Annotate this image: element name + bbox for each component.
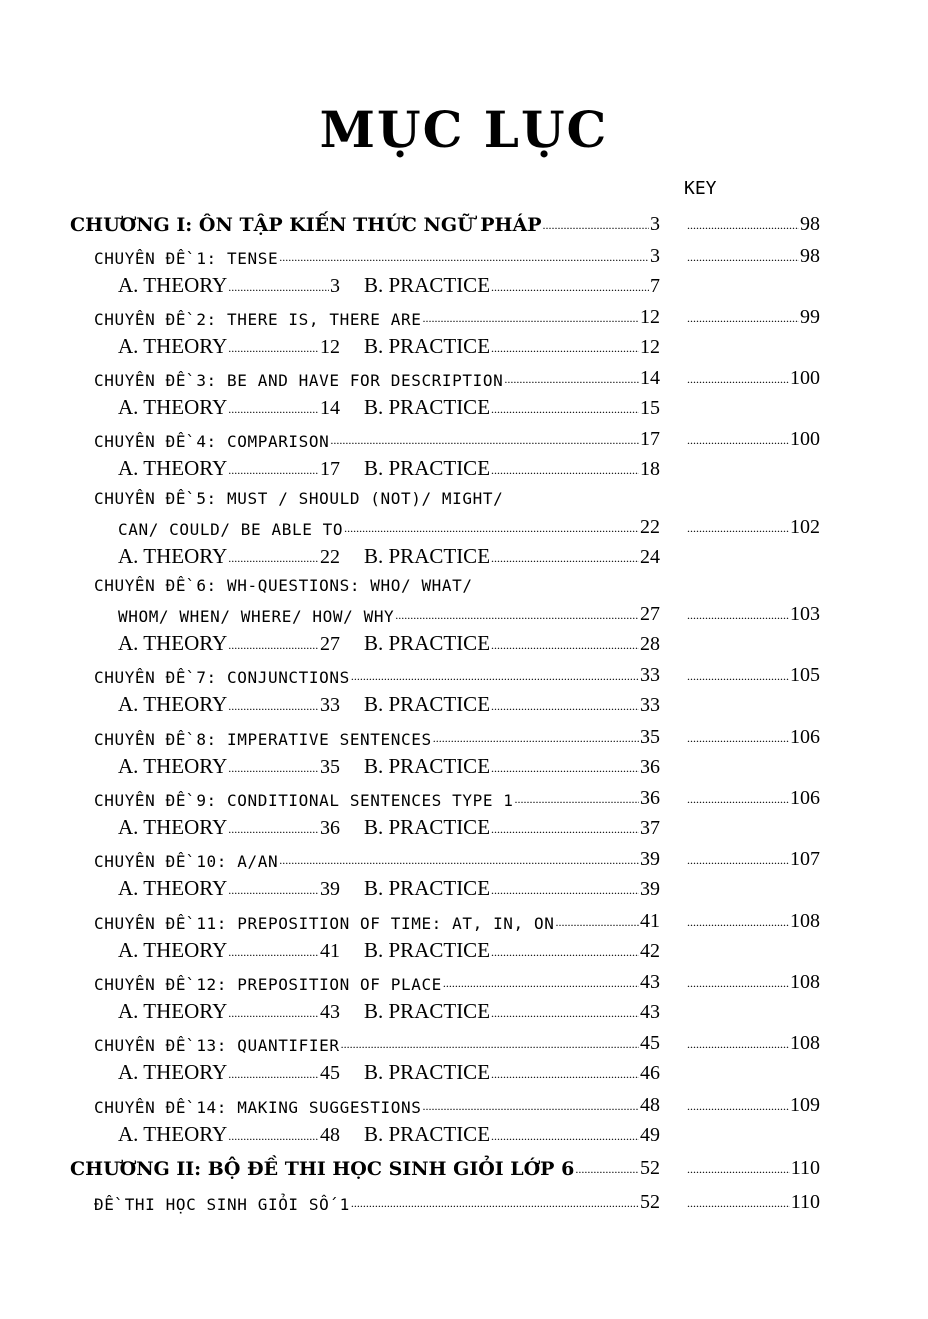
key-page-number: 100 (790, 428, 820, 450)
practice-entry-label: B. PRACTICE (364, 999, 491, 1023)
theory-entry-page-number: 39 (320, 878, 340, 900)
theory-entry-page-number: 36 (320, 817, 340, 839)
dot-leader (491, 823, 639, 835)
dot-leader (687, 609, 789, 621)
dot-leader (491, 403, 639, 415)
theory-entry-page-number: 35 (320, 756, 340, 778)
dot-leader (443, 977, 639, 989)
dot-leader (687, 219, 799, 231)
key-page-number: 100 (790, 367, 820, 389)
dot-leader (228, 823, 319, 835)
dot-leader (491, 884, 639, 896)
key-page-number: 102 (790, 516, 820, 538)
practice-entry-row[interactable] (364, 451, 660, 481)
dot-leader (687, 977, 789, 989)
dot-leader (395, 609, 639, 621)
key-page-number: 98 (800, 245, 820, 267)
chapter-entry-page-number: 3 (650, 213, 660, 235)
dot-leader (687, 373, 789, 385)
dot-leader (687, 793, 789, 805)
topic-entry-page-number: 35 (640, 726, 660, 748)
practice-entry-label: B. PRACTICE (364, 815, 491, 839)
theory-entry-page-number: 22 (320, 546, 340, 568)
theory-entry-page-number: 45 (320, 1062, 340, 1084)
dot-leader (687, 1197, 790, 1209)
dot-leader (351, 1197, 639, 1209)
dot-leader (279, 854, 639, 866)
practice-entry-row[interactable] (364, 687, 660, 717)
topic-entry-label: CHUYÊN ĐỀ 14: MAKING SUGGESTIONS (94, 1098, 422, 1117)
dot-leader (515, 793, 639, 805)
dot-leader (228, 762, 319, 774)
practice-entry-label: B. PRACTICE (364, 631, 491, 655)
practice-entry-label: B. PRACTICE (364, 456, 491, 480)
topic-entry-label: CAN/ COULD/ BE ABLE TO (118, 520, 344, 539)
dot-leader (687, 854, 789, 866)
theory-entry-label: A. THEORY (118, 1122, 228, 1146)
topic-entry-row[interactable] (118, 509, 660, 539)
practice-entry-page-number: 33 (640, 694, 660, 716)
dot-leader (491, 946, 639, 958)
topic-entry-key[interactable] (686, 299, 820, 329)
dot-leader (351, 670, 639, 682)
dot-leader (341, 1038, 639, 1050)
topic-entry-key[interactable] (686, 841, 820, 871)
topic-entry-key[interactable] (686, 1087, 820, 1117)
theory-entry-page-number: 33 (320, 694, 340, 716)
key-page-number: 108 (790, 910, 820, 932)
dot-leader (228, 464, 319, 476)
dot-leader (228, 700, 319, 712)
exam-entry-row[interactable] (94, 1184, 660, 1214)
dot-leader (228, 884, 319, 896)
topic-entry-label: CHUYÊN ĐỀ 1: TENSE (94, 249, 279, 268)
dot-leader (228, 342, 319, 354)
dot-leader (491, 1007, 639, 1019)
dot-leader (491, 1130, 639, 1142)
practice-entry-label: B. PRACTICE (364, 395, 491, 419)
key-page-number: 103 (790, 603, 820, 625)
topic-entry-row[interactable] (94, 841, 660, 871)
theory-entry-page-number: 43 (320, 1001, 340, 1023)
topic-entry-page-number: 36 (640, 787, 660, 809)
theory-entry-label: A. THEORY (118, 273, 228, 297)
key-page-number: 110 (790, 1157, 820, 1179)
chapter-entry-key[interactable] (686, 1150, 820, 1180)
practice-entry-row[interactable] (364, 810, 660, 840)
theory-entry-label: A. THEORY (118, 815, 228, 839)
dot-leader (228, 403, 319, 415)
key-page-number: 99 (800, 306, 820, 328)
key-page-number: 107 (790, 848, 820, 870)
dot-leader (491, 342, 639, 354)
practice-entry-label: B. PRACTICE (364, 876, 491, 900)
exam-entry-key[interactable] (686, 1184, 820, 1214)
topic-entry-row[interactable] (94, 1087, 660, 1117)
theory-entry-row[interactable] (118, 1117, 340, 1147)
theory-entry-row[interactable] (118, 268, 340, 298)
topic-entry-key[interactable] (686, 964, 820, 994)
practice-entry-label: B. PRACTICE (364, 1122, 491, 1146)
practice-entry-row[interactable] (364, 626, 660, 656)
topic-entry-key[interactable] (686, 903, 820, 933)
practice-entry-label: B. PRACTICE (364, 754, 491, 778)
practice-entry-row[interactable] (364, 933, 660, 963)
topic-entry-page-number: 3 (650, 245, 660, 267)
practice-entry-page-number: 36 (640, 756, 660, 778)
practice-entry-page-number: 42 (640, 940, 660, 962)
theory-entry-row[interactable] (118, 994, 340, 1024)
dot-leader (344, 522, 639, 534)
topic-entry-key[interactable] (686, 509, 820, 539)
topic-entry-key[interactable] (686, 657, 820, 687)
theory-entry-row[interactable] (118, 871, 340, 901)
practice-entry-row[interactable] (364, 871, 660, 901)
dot-leader (687, 251, 799, 263)
chapter-entry-key[interactable] (686, 206, 820, 236)
theory-entry-row[interactable] (118, 1055, 340, 1085)
practice-entry-page-number: 7 (650, 275, 660, 297)
topic-entry-label: CHUYÊN ĐỀ 9: CONDITIONAL SENTENCES TYPE 1 (94, 791, 514, 810)
topic-entry-key[interactable] (686, 780, 820, 810)
key-page-number: 98 (800, 213, 820, 235)
practice-entry-label: B. PRACTICE (364, 544, 491, 568)
topic-entry-row[interactable] (94, 780, 660, 810)
dot-leader (491, 464, 639, 476)
practice-entry-row[interactable] (364, 268, 660, 298)
dot-leader (687, 916, 789, 928)
topic-entry-row[interactable] (94, 719, 660, 749)
practice-entry-page-number: 37 (640, 817, 660, 839)
dot-leader (228, 1007, 319, 1019)
practice-entry-page-number: 24 (640, 546, 660, 568)
dot-leader (422, 312, 639, 324)
dot-leader (330, 434, 639, 446)
topic-entry-page-number: 43 (640, 971, 660, 993)
topic-entry-page-number: 17 (640, 428, 660, 450)
dot-leader (687, 434, 789, 446)
key-page-number: 108 (790, 971, 820, 993)
theory-entry-label: A. THEORY (118, 456, 228, 480)
practice-entry-page-number: 15 (640, 397, 660, 419)
theory-entry-label: A. THEORY (118, 938, 228, 962)
topic-entry-page-number: 45 (640, 1032, 660, 1054)
dot-leader (491, 700, 639, 712)
dot-leader (491, 281, 649, 293)
theory-entry-row[interactable] (118, 626, 340, 656)
topic-entry-label: CHUYÊN ĐỀ 7: CONJUNCTIONS (94, 668, 350, 687)
practice-entry-page-number: 18 (640, 458, 660, 480)
topic-entry-label: WHOM/ WHEN/ WHERE/ HOW/ WHY (118, 607, 395, 626)
theory-entry-label: A. THEORY (118, 754, 228, 778)
dot-leader (687, 1163, 790, 1175)
topic-entry-label: CHUYÊN ĐỀ 11: PREPOSITION OF TIME: AT, IN, ON (94, 914, 555, 933)
chapter-entry-row[interactable] (70, 1150, 660, 1180)
topic-entry-line1: CHUYÊN ĐỀ 5: MUST / SHOULD (NOT)/ MIGHT/ (94, 489, 504, 508)
dot-leader (433, 732, 639, 744)
key-page-number: 106 (790, 787, 820, 809)
topic-entry-key[interactable] (686, 1025, 820, 1055)
key-page-number: 110 (790, 1191, 820, 1213)
theory-entry-page-number: 3 (330, 275, 340, 297)
dot-leader (228, 552, 319, 564)
topic-entry-label: CHUYÊN ĐỀ 10: A/AN (94, 852, 279, 871)
theory-entry-label: A. THEORY (118, 395, 228, 419)
topic-entry-row[interactable] (94, 421, 660, 451)
topic-entry-label: CHUYÊN ĐỀ 4: COMPARISON (94, 432, 330, 451)
practice-entry-label: B. PRACTICE (364, 334, 491, 358)
chapter-entry-row[interactable] (70, 206, 660, 236)
topic-entry-page-number: 12 (640, 306, 660, 328)
dot-leader (555, 916, 639, 928)
theory-entry-page-number: 17 (320, 458, 340, 480)
key-page-number: 106 (790, 726, 820, 748)
topic-entry-row[interactable] (118, 596, 660, 626)
topic-entry-page-number: 48 (640, 1094, 660, 1116)
theory-entry-label: A. THEORY (118, 999, 228, 1023)
key-column-header: KEY (684, 178, 717, 199)
practice-entry-label: B. PRACTICE (364, 1060, 491, 1084)
practice-entry-label: B. PRACTICE (364, 273, 491, 297)
practice-entry-row[interactable] (364, 1055, 660, 1085)
dot-leader (228, 946, 319, 958)
practice-entry-row[interactable] (364, 390, 660, 420)
chapter-entry-label: CHƯƠNG II: BỘ ĐỀ THI HỌC SINH GIỎI LỚP 6 (70, 1158, 575, 1180)
topic-entry-label: CHUYÊN ĐỀ 13: QUANTIFIER (94, 1036, 340, 1055)
topic-entry-label: CHUYÊN ĐỀ 12: PREPOSITION OF PLACE (94, 975, 442, 994)
topic-entry-key[interactable] (686, 596, 820, 626)
theory-entry-page-number: 27 (320, 633, 340, 655)
dot-leader (687, 1038, 789, 1050)
theory-entry-page-number: 41 (320, 940, 340, 962)
theory-entry-label: A. THEORY (118, 876, 228, 900)
dot-leader (228, 639, 319, 651)
practice-entry-row[interactable] (364, 1117, 660, 1147)
theory-entry-row[interactable] (118, 451, 340, 481)
dot-leader (491, 1068, 639, 1080)
practice-entry-page-number: 43 (640, 1001, 660, 1023)
dot-leader (687, 670, 789, 682)
topic-entry-key[interactable] (686, 360, 820, 390)
chapter-entry-label: CHƯƠNG I: ÔN TẬP KIẾN THỨC NGỮ PHÁP (70, 214, 542, 236)
theory-entry-page-number: 48 (320, 1124, 340, 1146)
topic-entry-row[interactable] (94, 360, 660, 390)
dot-leader (491, 762, 639, 774)
theory-entry-label: A. THEORY (118, 692, 228, 716)
topic-entry-label: CHUYÊN ĐỀ 2: THERE IS, THERE ARE (94, 310, 422, 329)
dot-leader (422, 1100, 639, 1112)
topic-entry-page-number: 41 (640, 910, 660, 932)
dot-leader (687, 312, 799, 324)
theory-entry-label: A. THEORY (118, 544, 228, 568)
theory-entry-row[interactable] (118, 329, 340, 359)
topic-entry-row[interactable] (94, 299, 660, 329)
topic-entry-label: CHUYÊN ĐỀ 3: BE AND HAVE FOR DESCRIPTION (94, 371, 504, 390)
theory-entry-row[interactable] (118, 810, 340, 840)
topic-entry-page-number: 14 (640, 367, 660, 389)
topic-entry-key[interactable] (686, 421, 820, 451)
topic-entry-row[interactable] (94, 657, 660, 687)
practice-entry-page-number: 49 (640, 1124, 660, 1146)
topic-entry-page-number: 33 (640, 664, 660, 686)
topic-entry-row[interactable] (94, 238, 660, 268)
practice-entry-label: B. PRACTICE (364, 938, 491, 962)
theory-entry-label: A. THEORY (118, 631, 228, 655)
topic-entry-key[interactable] (686, 238, 820, 268)
topic-entry-page-number: 22 (640, 516, 660, 538)
practice-entry-page-number: 46 (640, 1062, 660, 1084)
key-page-number: 109 (790, 1094, 820, 1116)
practice-entry-page-number: 28 (640, 633, 660, 655)
theory-entry-row[interactable] (118, 749, 340, 779)
practice-entry-page-number: 39 (640, 878, 660, 900)
practice-entry-page-number: 12 (640, 336, 660, 358)
dot-leader (228, 1068, 319, 1080)
topic-entry-key[interactable] (686, 719, 820, 749)
key-page-number: 105 (790, 664, 820, 686)
theory-entry-row[interactable] (118, 390, 340, 420)
theory-entry-row[interactable] (118, 933, 340, 963)
theory-entry-label: A. THEORY (118, 1060, 228, 1084)
exam-entry-label: ĐỀ THI HỌC SINH GIỎI SỐ 1 (94, 1195, 350, 1214)
page-title: MỤC LỤC (319, 100, 609, 159)
dot-leader (687, 522, 789, 534)
dot-leader (687, 1100, 789, 1112)
theory-entry-page-number: 14 (320, 397, 340, 419)
practice-entry-row[interactable] (364, 329, 660, 359)
topic-entry-line1: CHUYÊN ĐỀ 6: WH-QUESTIONS: WHO/ WHAT/ (94, 576, 473, 595)
dot-leader (543, 219, 649, 231)
topic-entry-row[interactable] (94, 903, 660, 933)
topic-entry-page-number: 39 (640, 848, 660, 870)
dot-leader (228, 281, 329, 293)
dot-leader (491, 552, 639, 564)
topic-entry-label: CHUYÊN ĐỀ 8: IMPERATIVE SENTENCES (94, 730, 432, 749)
topic-entry-row[interactable] (94, 1025, 660, 1055)
key-page-number: 108 (790, 1032, 820, 1054)
dot-leader (279, 251, 649, 263)
theory-entry-label: A. THEORY (118, 334, 228, 358)
practice-entry-row[interactable] (364, 994, 660, 1024)
theory-entry-page-number: 12 (320, 336, 340, 358)
exam-entry-page-number: 52 (640, 1191, 660, 1213)
dot-leader (228, 1130, 319, 1142)
dot-leader (504, 373, 639, 385)
practice-entry-row[interactable] (364, 749, 660, 779)
dot-leader (491, 639, 639, 651)
topic-entry-row[interactable] (94, 964, 660, 994)
chapter-entry-page-number: 52 (640, 1157, 660, 1179)
theory-entry-row[interactable] (118, 687, 340, 717)
dot-leader (687, 732, 789, 744)
topic-entry-page-number: 27 (640, 603, 660, 625)
dot-leader (575, 1163, 639, 1175)
practice-entry-label: B. PRACTICE (364, 692, 491, 716)
